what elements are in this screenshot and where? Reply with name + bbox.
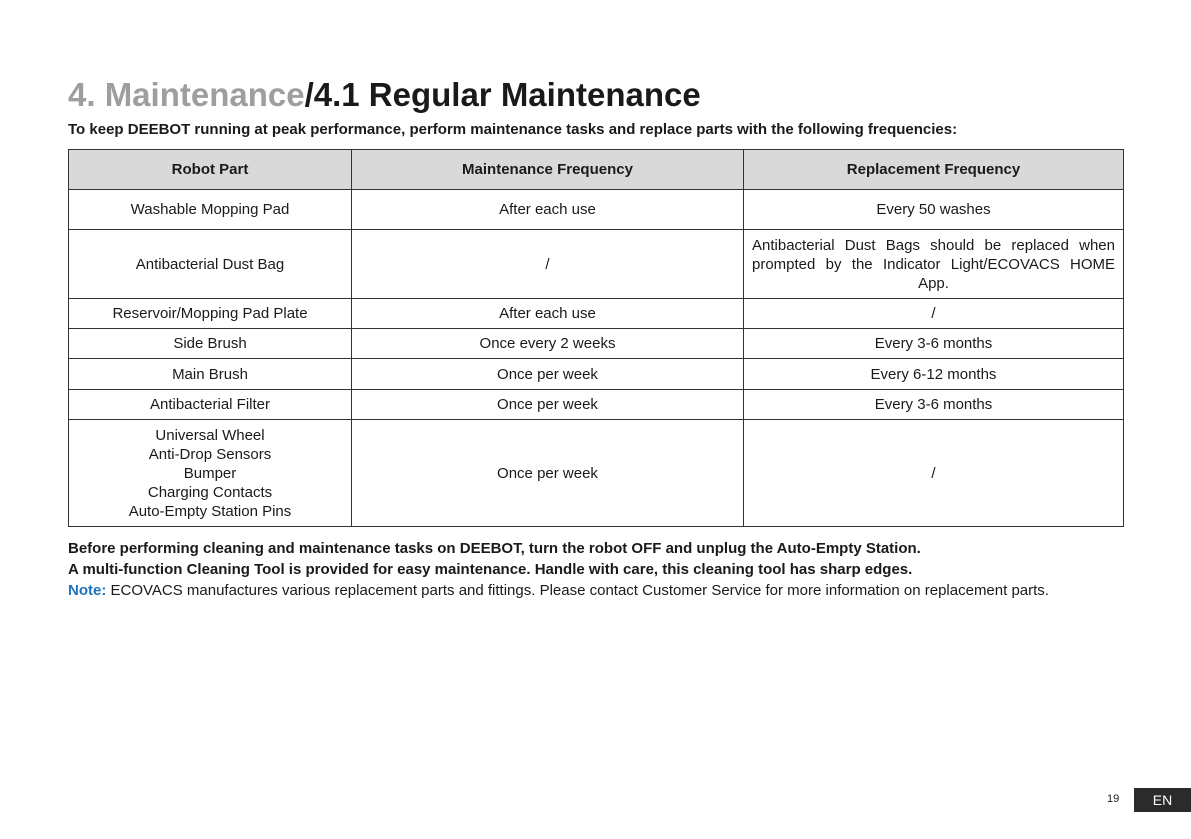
table-row [69, 230, 1124, 299]
cell-replacement-frequency: Every 50 washes [744, 190, 1124, 230]
cell-maintenance-frequency: After each use [352, 190, 744, 230]
cell-maintenance-frequency: After each use [352, 299, 744, 329]
table-row [69, 359, 1124, 390]
cell-replacement-frequency: Every 6-12 months [744, 359, 1124, 390]
cell-replacement-frequency: / [744, 420, 1124, 527]
cell-robot-part [69, 230, 352, 299]
intro-text: To keep DEEBOT running at peak performance, perform maintenance tasks and replace parts with the following frequencies: [68, 121, 958, 138]
part-name: Side Brush [173, 335, 247, 352]
cell-robot-part [69, 390, 352, 420]
cell-robot-part [69, 420, 352, 527]
cell-maintenance-frequency: Once every 2 weeks [352, 329, 744, 359]
part-name: Anti-Drop Sensors [148, 445, 272, 463]
table-row [69, 390, 1124, 420]
part-name: Antibacterial Dust Bag [135, 255, 285, 273]
table-row [69, 329, 1124, 359]
page-title [68, 74, 701, 116]
part-name: Reservoir/Mopping Pad Plate [112, 305, 308, 322]
notes-section [68, 538, 1049, 601]
cell-replacement-frequency: Every 3-6 months [744, 329, 1124, 359]
section-name: 4. Maintenance [68, 76, 305, 113]
cell-robot-part [69, 329, 352, 359]
maintenance-table [68, 149, 1124, 527]
part-name: Main Brush [172, 365, 248, 383]
cell-robot-part [69, 190, 352, 230]
language-badge: EN [1134, 788, 1191, 812]
column-header-replacement-frequency: Replacement Frequency [744, 150, 1124, 190]
part-name: Auto-Empty Station Pins [128, 502, 292, 520]
part-name: Charging Contacts [147, 483, 273, 501]
column-header-maintenance-frequency: Maintenance Frequency [352, 150, 744, 190]
cell-robot-part [69, 359, 352, 390]
cell-maintenance-frequency: / [352, 230, 744, 299]
cell-robot-part [69, 299, 352, 329]
cell-replacement-frequency: Antibacterial Dust Bags should be replaced when prompted by the Indicator Light/ECOVACS HOME App. [744, 230, 1124, 299]
table-header-row [69, 150, 1124, 190]
table-row [69, 190, 1124, 230]
note-line [68, 580, 1049, 601]
cleaning-tool-warning: A multi-function Cleaning Tool is provided for easy maintenance. Handle with care, this cleaning tool has sharp edges. [68, 561, 913, 578]
column-header-robot-part: Robot Part [69, 150, 352, 190]
cell-replacement-frequency: / [744, 299, 1124, 329]
cell-replacement-frequency: Every 3-6 months [744, 390, 1124, 420]
cell-maintenance-frequency: Once per week [352, 420, 744, 527]
part-name: Antibacterial Filter [149, 396, 271, 413]
subsection-name: /4.1 Regular Maintenance [304, 76, 701, 113]
part-name: Bumper [183, 464, 237, 482]
note-label: Note: [68, 582, 107, 599]
cell-maintenance-frequency: Once per week [352, 390, 744, 420]
table-row [69, 420, 1124, 527]
page-number: 19 [1107, 793, 1120, 805]
power-off-warning: Before performing cleaning and maintenance tasks on DEEBOT, turn the robot OFF and unplug the Auto-Empty Station. [68, 540, 921, 557]
note-text: ECOVACS manufactures various replacement parts and fittings. Please contact Customer Service for more information on replacement parts. [106, 582, 1049, 599]
part-name: Washable Mopping Pad [130, 201, 290, 218]
table-row [69, 299, 1124, 329]
cell-maintenance-frequency: Once per week [352, 359, 744, 390]
part-name: Universal Wheel [155, 426, 265, 444]
